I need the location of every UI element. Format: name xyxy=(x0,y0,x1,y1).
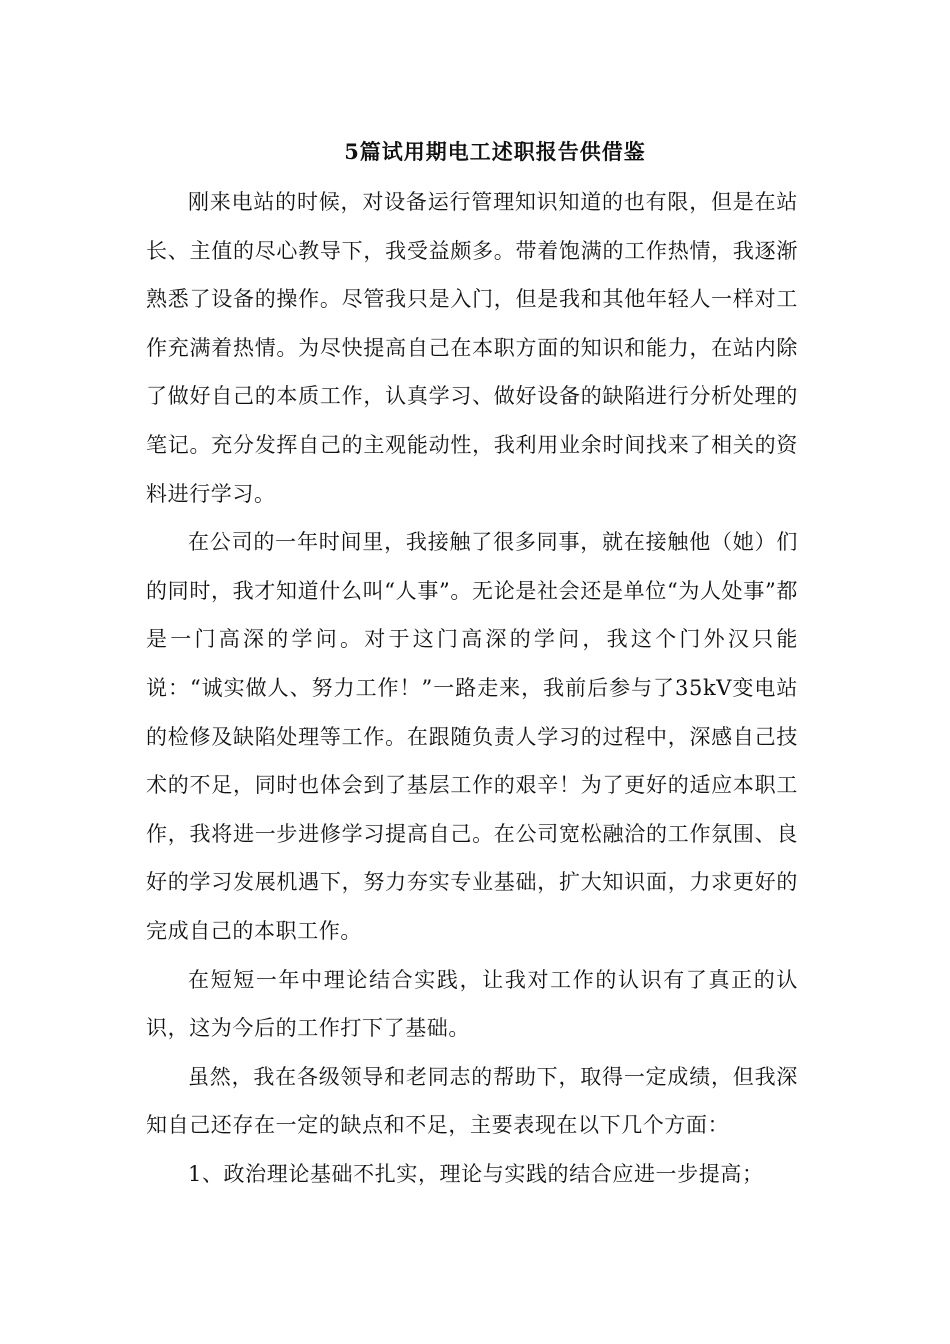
document-body xyxy=(146,178,798,1198)
document-title: 5篇试用期电工述职报告供借鉴 xyxy=(344,139,646,164)
paragraph-2: 在公司的一年时间里，我接触了很多同事，就在接触他（她）们的同时，我才知道什么叫“人事”。无论是社会还是单位“为人处事”都是一门高深的学问。对于这门高深的学问，我这个门外汉只能说：“诚实做人、努力工作！”一路走来，我前后参与了35kV变电站的检修及缺陷处理等工作。在跟随负责人学习的过程中，深感自己技术的不足，同时也体会到了基层工作的艰辛！为了更好的适应本职工作，我将进一步进修学习提高自己。在公司宽松融洽的工作氛围、良好的学习发展机遇下，努力夯实专业基础，扩大知识面，力求更好的完成自己的本职工作。 xyxy=(146,530,798,943)
paragraph-5: 1、政治理论基础不扎实，理论与实践的结合应进一步提高； xyxy=(188,1161,764,1186)
paragraph-3: 在短短一年中理论结合实践，让我对工作的认识有了真正的认识，这为今后的工作打下了基础。 xyxy=(146,967,798,1041)
paragraph-1: 刚来电站的时候，对设备运行管理知识知道的也有限，但是在站长、主值的尽心教导下，我受益颇多。带着饱满的工作热情，我逐渐熟悉了设备的操作。尽管我只是入门，但是我和其他年轻人一样对工作充满着热情。为尽快提高自己在本职方面的知识和能力，在站内除了做好自己的本质工作，认真学习、做好设备的缺陷进行分析处理的笔记。充分发挥自己的主观能动性，我利用业余时间找来了相关的资料进行学习。 xyxy=(146,190,798,506)
paragraph-4: 虽然，我在各级领导和老同志的帮助下，取得一定成绩，但我深知自己还存在一定的缺点和不足，主要表现在以下几个方面： xyxy=(146,1064,798,1138)
